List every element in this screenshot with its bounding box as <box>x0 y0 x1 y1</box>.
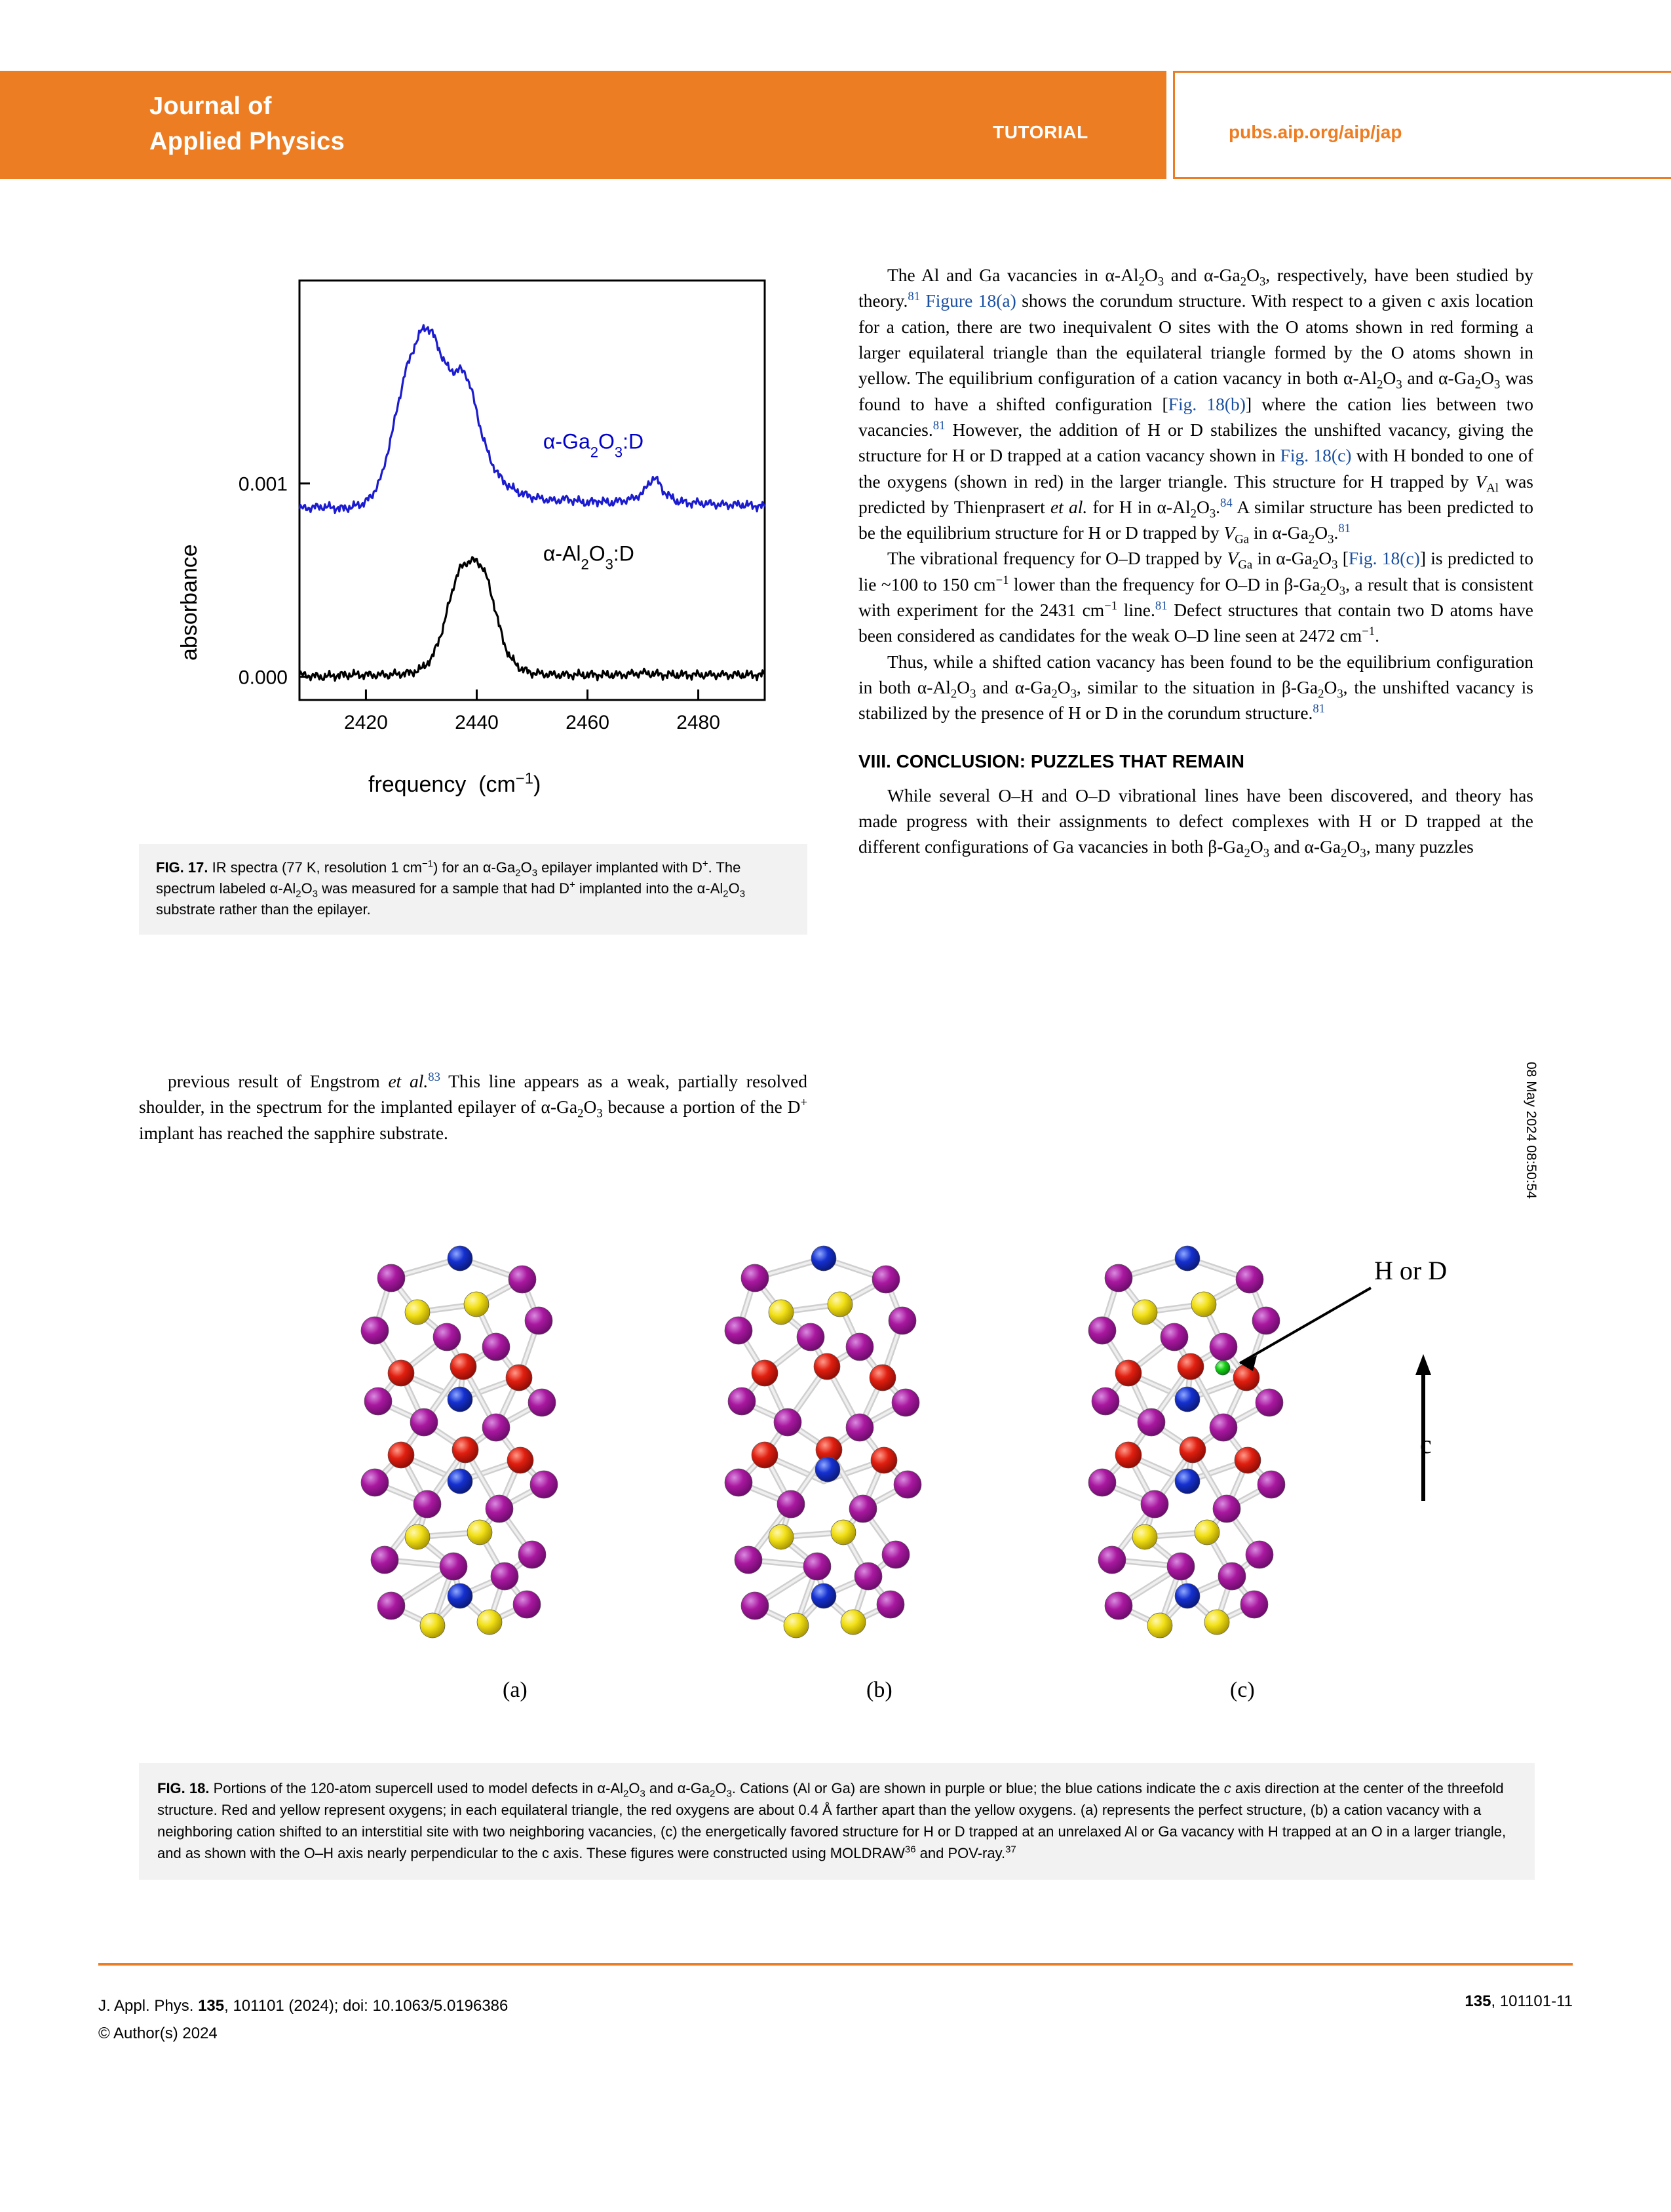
figure-17-label: FIG. 17. <box>156 859 208 876</box>
figure-17 <box>139 254 807 935</box>
right-column-text <box>858 262 1533 860</box>
page-header <box>0 71 1671 179</box>
access-timestamp: 08 May 2024 08:50:54 <box>1524 1062 1539 1199</box>
footer-citation: J. Appl. Phys. 135, 101101 (2024); doi: 10.1063/5.0196386 <box>98 1997 509 2015</box>
ir-spectra-chart <box>139 254 807 844</box>
panel-label-a: (a) <box>503 1678 528 1702</box>
left-column-text <box>139 1068 807 1146</box>
article-type-label: TUTORIAL <box>993 122 1088 142</box>
svg-text:α-Ga2O3:D: $\alpha-Ga_2O_3:D$ <box>543 429 644 461</box>
footer-page-number: 135, 101101-11 <box>1465 1992 1573 2010</box>
svg-text:0.000: 0.000 <box>238 667 288 689</box>
journal-title-line2: Applied Physics <box>149 127 345 155</box>
publisher-url-link[interactable]: pubs.aip.org/aip/jap <box>1229 122 1402 142</box>
journal-title <box>149 89 345 160</box>
right-paragraph-1: The Al and Ga vacancies in $\alpha-Al_2O_3$ and $\alpha-Ga_2O_3$, respectively, have been studied by theory.$^{81}$ Figure 18(a) shows the corundum structure. With respect to a given c axis location for a cation, there are two inequivalent O sites with the O atoms shown in red forming a larger equilateral triangle than the equilateral triangle formed by the O atoms shown in yellow. The equilibrium configuration of a cation vacancy in both $\alpha-Al_2O_3$ and $\alpha-Ga_2O_3$ was found to have a shifted configuration [Fig. 18(b)] where the cation lies between two vacancies.$^{81}$ However, the addition of H or D stabilizes the unshifted vacancy, giving the structure for H or D trapped at a cation vacancy shown in Fig. 18(c) with H bonded to one of the oxygens (shown in red) in the larger triangle. This structure for H trapped by $V_{Al}$ was predicted by Thienprasert et al. for H in $\alpha-Al_2O_3.^{84}$ A similar structure has been predicted to be the equilibrium structure for H or D trapped by $V_{Ga}$ in $\alpha-Ga_2O_3.^{81}$ <box>858 265 1534 547</box>
figure-18-caption-text: Portions of the 120-atom supercell used to model defects in $\alpha-Al_2O_3$ and $\alpha-Ga_2O_3$. Cations (Al or Ga) are shown in purple or blue; the blue cations indicate the c axis direction at the center of the threefold structure. Red and yellow represent oxygens; in each equilateral triangle, the red oxygens are about 0.4 Å farther apart than the yellow oxygens. (a) represents the perfect structure, (b) a cation vacancy with a neighboring cation shifted to an interstitial site with two neighboring vacancies, (c) the energetically favored structure for H or D trapped at an unrelaxed Al or Ga vacancy with H trapped at an O in a larger triangle, and as shown with the O–H axis nearly perpendicular to the c axis. These figures were constructed using MOLDRAW$^{36}$ and POV-ray.$^{37}$ <box>157 1780 1507 1861</box>
right-paragraph-3: Thus, while a shifted cation vacancy has been found to be the equilibrium configuration in both $\alpha-Al_2O_3$ and $\alpha-Ga_2O_3$, similar to the situation in $\beta-Ga_2O_3$, the unshifted vacancy is stabilized by the presence of H or D in the corundum structure.$^{81}$ <box>858 651 1533 724</box>
svg-text:0.001: 0.001 <box>238 473 288 495</box>
panel-label-b: (b) <box>866 1678 893 1702</box>
right-paragraph-4: While several O–H and O–D vibrational lines have been discovered, and theory has made progress with their assignments to defect complexes with H or D trapped at the different configurations of Ga vacancies in both $\beta-Ga_2O_3$ and $\alpha-Ga_2O_3$, many puzzles <box>858 785 1533 861</box>
svg-text:2420: 2420 <box>344 712 388 733</box>
y-axis-label: absorbance <box>177 544 202 661</box>
footer-divider <box>98 1963 1573 1966</box>
footer-citation-block <box>98 1992 508 2047</box>
annotation-c-axis: c <box>1420 1429 1432 1459</box>
footer-copyright: © Author(s) 2024 <box>98 2025 218 2042</box>
figure-17-plot <box>139 254 807 844</box>
annotation-h-or-d: H or D <box>1374 1256 1448 1285</box>
x-axis-label: frequency $(cm^{-1})$ <box>368 769 541 797</box>
svg-text:2480: 2480 <box>676 712 720 733</box>
right-paragraph-2: The vibrational frequency for O–D trapped by $V_{Ga}$ in $\alpha-Ga_2O_3$ [Fig. 18(c)] is predicted to lie ~100 to 150 $cm^{-1}$ lower than the frequency for O–D in $\beta-Ga_2O_3$, a result that is consistent with experiment for the 2431 $cm^{-1}$ line.$^{81}$ Defect structures that contain two D atoms have been considered as candidates for the weak O–D line seen at 2472 $cm^{-1}$. <box>858 548 1533 646</box>
crystal-structure-diagrams <box>139 1226 1535 1724</box>
svg-text:α-Al2O3:D: $\alpha-Al_2O_3:D$ <box>543 541 634 573</box>
section-heading-conclusion: VIII. CONCLUSION: PUZZLES THAT REMAIN <box>858 750 1245 771</box>
figure-18-label: FIG. 18. <box>157 1780 210 1796</box>
left-paragraph-1: previous result of Engstrom et al.$^{83}$ This line appears as a weak, partially resolved shoulder, in the spectrum for the implanted epilayer of $\alpha-Ga_2O_3$ because a portion of the D+ implant has reached the sapphire substrate. <box>139 1070 807 1143</box>
figure-17-caption <box>139 844 807 935</box>
figure-18-panels <box>139 1226 1535 1724</box>
svg-text:2440: 2440 <box>455 712 499 733</box>
figure-18-caption <box>139 1763 1535 1880</box>
panel-label-c: (c) <box>1230 1678 1255 1702</box>
svg-text:2460: 2460 <box>566 712 609 733</box>
figure-17-caption-text: IR spectra (77 K, resolution 1 $cm^{-1}$) for an $\alpha-Ga_2O_3$ epilayer implanted with D+. The spectrum labeled $\alpha-Al_2O_3$ was measured for a sample that had D+ implanted into the $\alpha-Al_2O_3$ substrate rather than the epilayer. <box>156 858 746 918</box>
journal-title-line1: Journal of <box>149 92 272 120</box>
figure-18 <box>139 1226 1535 1724</box>
